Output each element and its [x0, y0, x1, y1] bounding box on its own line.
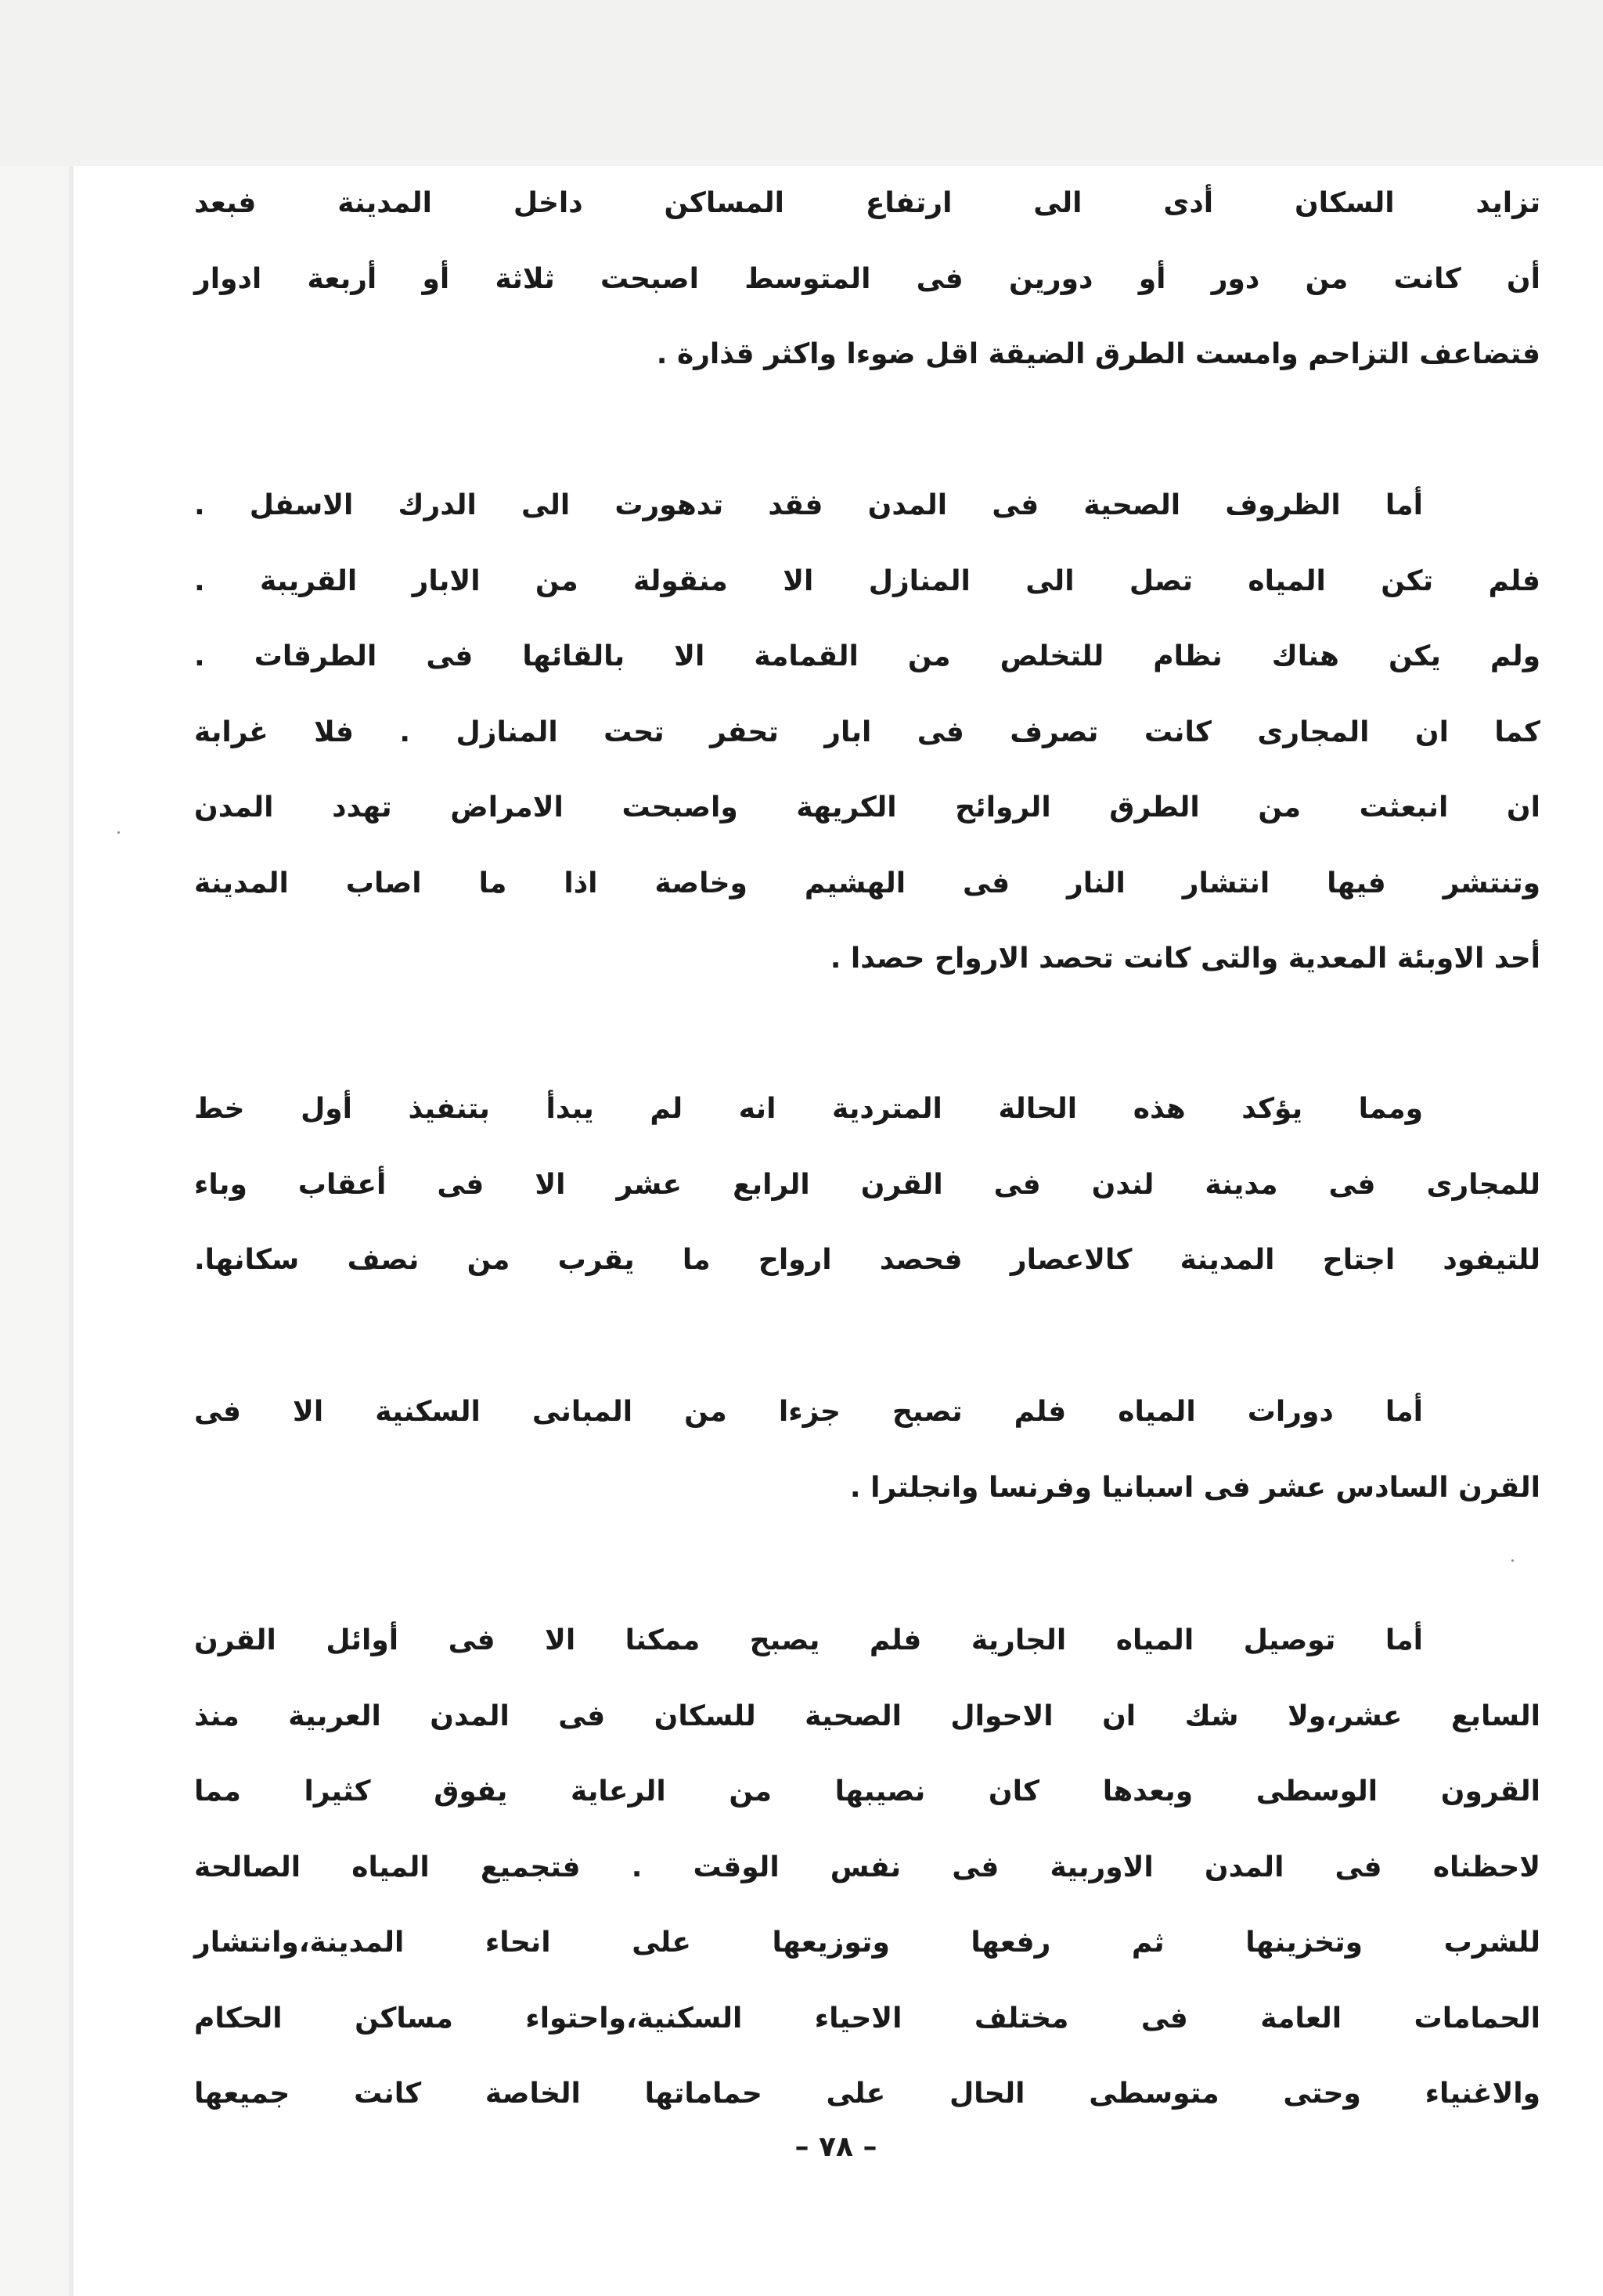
page-left-edge	[69, 166, 74, 2296]
text-line: كما ان المجارى كانت تصرف فى ابار تحفر تحت المنازل . فلا غرابة	[194, 715, 1540, 748]
text-line: القرن السادس عشر فى اسبانيا وفرنسا وانجلترا .	[849, 1471, 1540, 1504]
text-line: أما توصيل المياه الجارية فلم يصبح ممكنا الا فى أوائل القرن	[194, 1624, 1423, 1656]
text-line: أما دورات المياه فلم تصبح جزءا من المبانى السكنية الا فى	[194, 1396, 1423, 1428]
text-line: والاغنياء وحتى متوسطى الحال على حماماتها الخاصة كانت جميعها	[194, 2078, 1540, 2110]
text-line: للتيفود اجتاح المدينة كالاعصار فحصد ارواح ما يقرب من نصف سكانها.	[194, 1244, 1540, 1276]
text-line: أحد الاوبئة المعدية والتى كانت تحصد الارواح حصدا .	[830, 943, 1540, 975]
paragraph-3	[194, 1072, 1540, 1299]
text-line: ومما يؤكد هذه الحالة المتردية انه لم يبدأ بتنفيذ أول خط	[194, 1093, 1423, 1125]
paragraph-1	[194, 166, 1540, 393]
text-line: ولم يكن هناك نظام للتخلص من القمامة الا بالقائها فى الطرقات .	[194, 640, 1540, 672]
text-line: السابع عشر،ولا شك ان الاحوال الصحية للسكان فى المدن العربية منذ	[194, 1699, 1540, 1732]
text-line: تزايد السكان أدى الى ارتفاع المساكن داخل المدينة فبعد	[194, 187, 1540, 219]
text-line: أما الظروف الصحية فى المدن فقد تدهورت الى الدرك الاسفل .	[194, 489, 1423, 521]
scan-speck	[117, 831, 120, 834]
paragraph-5	[194, 1603, 1540, 2132]
text-line: فتضاعف التزاحم وامست الطرق الضيقة اقل ضوءا واكثر قذارة .	[656, 338, 1540, 370]
scan-top-margin	[0, 0, 1603, 166]
text-line: لاحظناه فى المدن الاوربية فى نفس الوقت . فتجميع المياه الصالحة	[194, 1851, 1540, 1883]
scan-speck	[1511, 1559, 1514, 1562]
text-line: الحمامات العامة فى مختلف الاحياء السكنية،واحتواء مساكن الحكام	[194, 2002, 1540, 2035]
text-line: ان انبعثت من الطرق الروائح الكريهة واصبحت الامراض تهدد المدن	[194, 791, 1540, 824]
text-line: أن كانت من دور أو دورين فى المتوسط اصبحت ثلاثة أو أربعة ادوار	[194, 262, 1540, 295]
text-line: القرون الوسطى وبعدها كان نصيبها من الرعاية يفوق كثيرا مما	[194, 1775, 1540, 1808]
text-line: فلم تكن المياه تصل الى المنازل الا منقولة من الابار القريبة .	[194, 564, 1540, 597]
text-line: للشرب وتخزينها ثم رفعها وتوزيعها على انحاء المدينة،وانتشار	[194, 1927, 1540, 1959]
page-number: – ٧٨ –	[794, 2131, 877, 2163]
paragraph-4	[194, 1375, 1540, 1526]
document-page	[69, 166, 1603, 2296]
paragraph-2	[194, 468, 1540, 997]
text-line: للمجارى فى مدينة لندن فى القرن الرابع عشر الا فى أعقاب وباء	[194, 1168, 1540, 1201]
text-line: وتنتشر فيها انتشار النار فى الهشيم وخاصة اذا ما اصاب المدينة	[194, 867, 1540, 899]
